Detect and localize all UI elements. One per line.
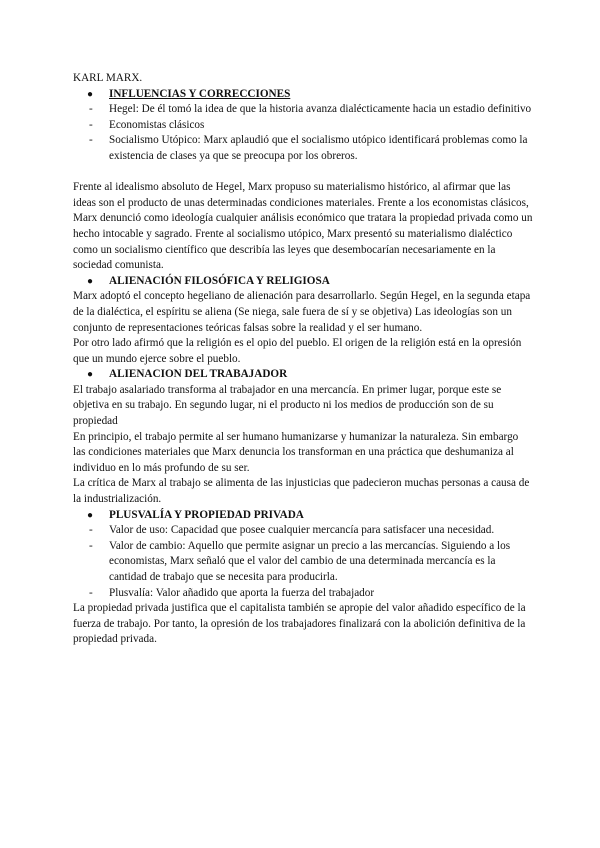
dash-icon: - [89,524,93,537]
paragraph: La crítica de Marx al trabajo se alimenta de las injusticias que padecieron muchas personas a causa de la industrialización. [73,477,530,506]
section-heading-alienacion-filosofica: ● ALIENACIÓN FILOSÓFICA Y RELIGIOSA [73,274,533,290]
paragraph: Frente al idealismo absoluto de Hegel, Marx propuso su materialismo histórico, al afirmar que las ideas son el producto de unas determinadas condiciones materiales. Frente a los economistas clásicos, Marx denunció como ideología cualquier análisis económico que tratara la propiedad privada como un hecho intocable y sagrado. Frente al socialismo utópico, Marx presentó su materialismo dialéctico como un socialismo científico que describía las leyes que desembocarían necesariamente en la sociedad comunista. [73,181,533,272]
plusvalia-list [73,523,533,601]
section-heading-plusvalia: ● PLUSVALÍA Y PROPIEDAD PRIVADA [73,508,533,524]
bullet-icon: ● [87,509,94,521]
list-item: - Valor de uso: Capacidad que posee cualquier mercancía para satisfacer una necesidad. [73,523,533,539]
dash-icon: - [89,539,93,552]
paragraph: En principio, el trabajo permite al ser humano humanizarse y humanizar la naturaleza. Sin embargo las condiciones materiales que Marx denuncia los transforman en una práctica que deshumaniza al individuo en lo más profundo de su ser. [73,430,519,474]
list-item: - Valor de cambio: Aquello que permite asignar un precio a las mercancías. Siguiendo a los economistas, Marx señaló que el valor del cambio de una determinada mercancía es la cantidad de trabajo que se necesita para producirla. [89,539,511,583]
paragraph: Por otro lado afirmó que la religión es el opio del pueblo. El origen de la religión está en la opresión que un mundo ejerce sobre el pueblo. [73,337,522,365]
list-item: - Plusvalía: Valor añadido que aporta la fuerza del trabajador [73,586,533,602]
paragraph: La propiedad privada justifica que el capitalista también se apropie del valor añadido específico de la fuerza de trabajo. Por tanto, la opresión de los trabajadores finalizará con la abolición definitiva de la propiedad privada. [73,602,526,646]
dash-icon: - [89,586,93,599]
list-item: - Socialismo Utópico: Marx aplaudió que el socialismo utópico identificará problemas como la existencia de clases ya que se preocupa por los obreros. [89,134,528,162]
bullet-icon: ● [87,275,94,287]
bullet-icon: ● [87,369,94,381]
section-heading-alienacion-trabajador: ● ALIENACION DEL TRABAJADOR [73,367,533,383]
paragraph: El trabajo asalariado transforma al trabajador en una mercancía. En primer lugar, porque este se objetiva en su trabajo. En segundo lugar, ni el producto ni los medios de producción son de su propiedad [73,383,502,428]
section-heading-influencias: ● INFLUENCIAS Y CORRECCIONES [73,87,533,103]
dash-icon: - [89,134,93,147]
list-item: - Economistas clásicos [73,118,533,134]
bullet-icon: ● [87,88,94,100]
influencias-list [73,102,533,164]
list-item: - Hegel: De él tomó la idea de que la historia avanza dialécticamente hacia un estadio definitivo [73,102,533,118]
dash-icon: - [89,118,93,131]
paragraph: Marx adoptó el concepto hegeliano de alienación para desarrollarlo. Según Hegel, en la segunda etapa de la dialéctica, el espíritu se aliena (Se niega, sale fuera de sí y se objetiva) Las ideologías son un conjunto de representaciones teóricas falsas sobre la realidad y el ser humano. [73,290,531,334]
dash-icon: - [89,103,93,116]
document-page [73,71,533,648]
document-title: KARL MARX. [73,72,143,84]
